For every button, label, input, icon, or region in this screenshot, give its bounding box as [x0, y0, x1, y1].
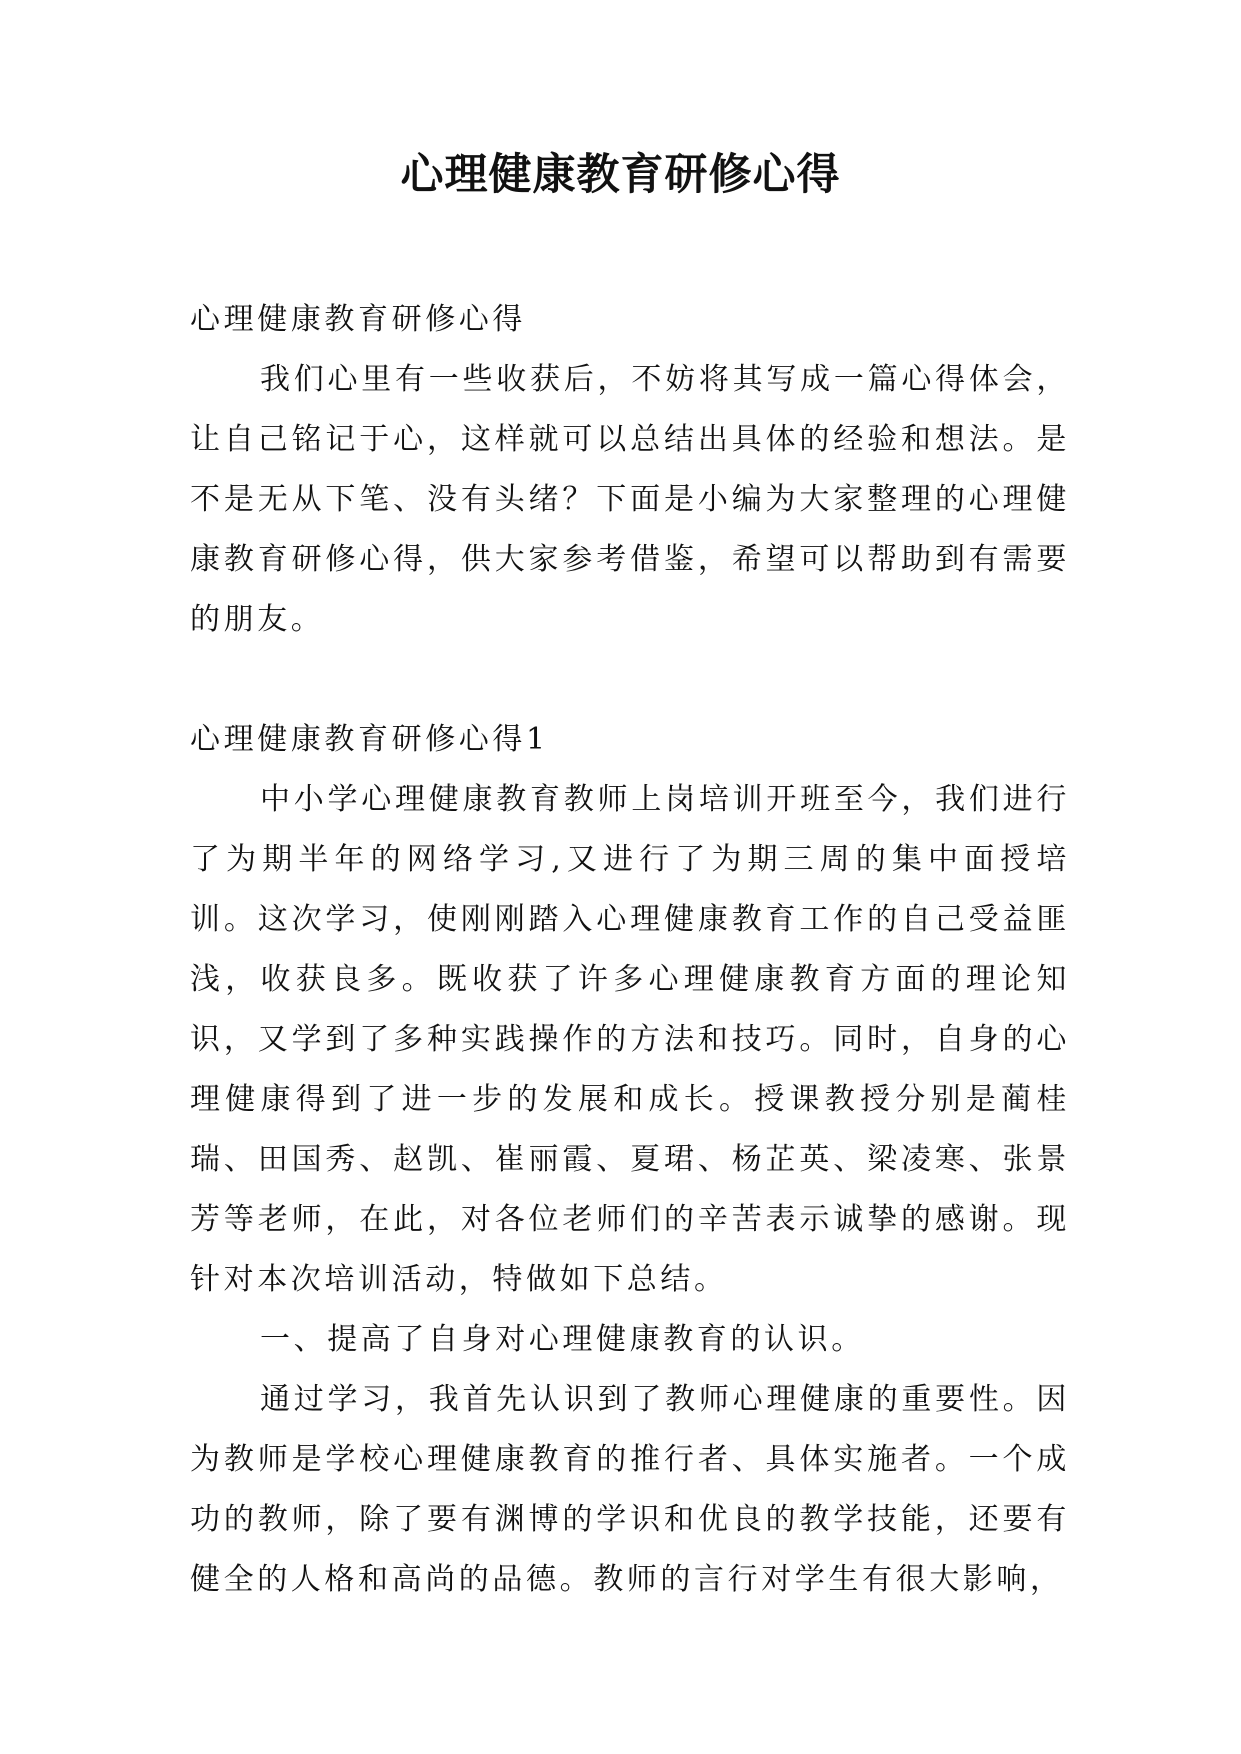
document-body [190, 290, 1070, 1610]
section-subtitle: 心理健康教育研修心得 [190, 302, 526, 337]
document-title: 心理健康教育研修心得 [400, 150, 841, 200]
body-paragraph: 中小学心理健康教育教师上岗培训开班至今，我们进行了为期半年的网络学习,又进行了为期三周的集中面授培训。这次学习，使刚刚踏入心理健康教育工作的自己受益匪浅，收获良多。既收获了许多心理健康教育方面的理论知识，又学到了多种实践操作的方法和技巧。同时，自身的心理健康得到了进一步的发展和成长。授课教授分别是蔺桂瑞、田国秀、赵凯、崔丽霞、夏珺、杨芷英、梁凌寒、张景芳等老师，在此，对各位老师们的辛苦表示诚挚的感谢。现针对本次培训活动，特做如下总结。 [190, 782, 1070, 1297]
section-heading: 一、提高了自身对心理健康教育的认识。 [260, 1322, 865, 1357]
paragraph-spacer [190, 650, 1070, 710]
intro-paragraph: 我们心里有一些收获后，不妨将其写成一篇心得体会，让自己铭记于心，这样就可以总结出具体的经验和想法。是不是无从下笔、没有头绪？下面是小编为大家整理的心理健康教育研修心得，供大家参考借鉴，希望可以帮助到有需要的朋友。 [190, 362, 1070, 637]
section-subtitle: 心理健康教育研修心得1 [190, 722, 549, 757]
body-paragraph: 通过学习，我首先认识到了教师心理健康的重要性。因为教师是学校心理健康教育的推行者、具体实施者。一个成功的教师，除了要有渊博的学识和优良的教学技能，还要有健全的人格和高尚的品德。教师的言行对学生有很大影响， [190, 1382, 1070, 1597]
